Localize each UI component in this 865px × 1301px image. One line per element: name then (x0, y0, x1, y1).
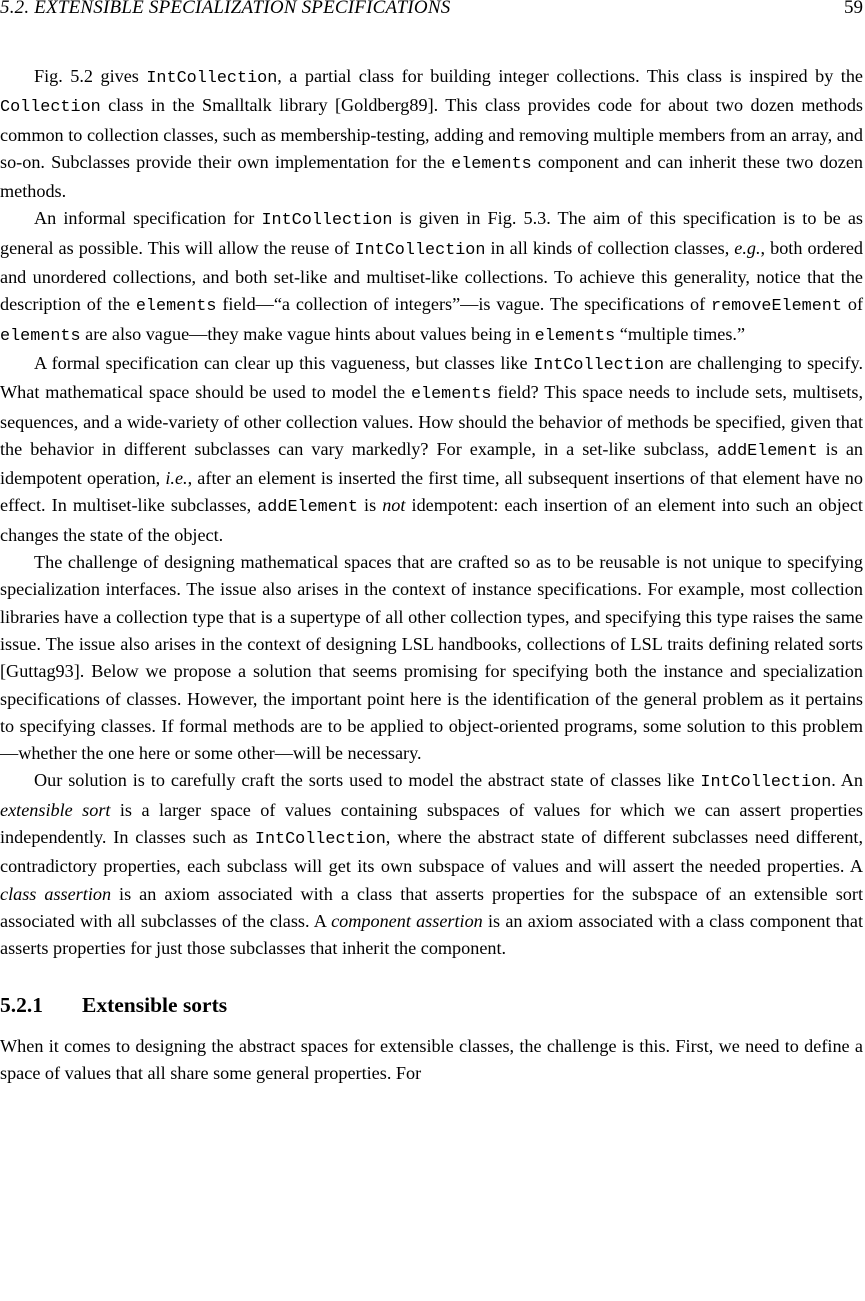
text-run: is a larger space of values containing subspaces of values for which we can assert properties independently. In classes such as (0, 799, 863, 848)
text-run: in all kinds of collection classes, (485, 237, 735, 258)
code-term: removeElement (711, 297, 842, 317)
paragraph-5 (0, 767, 863, 962)
text-run: field? This space needs to include sets, multisets, sequences, and a wide-variety of other collection values. How should the behavior of methods be specified, given that the behavior in different subclasses can vary markedly? For example, in a set-like subclass, (0, 382, 863, 459)
code-term: elements (0, 326, 81, 346)
code-term: elements (451, 154, 532, 174)
emphasis: class assertion (0, 883, 112, 904)
code-term: addElement (257, 498, 358, 518)
text-run: , both ordered and unordered collections, and both set-like and multiset-like collections. To achieve this generality, notice that the description of the (0, 237, 864, 315)
text-run: are also vague—they make vague hints about values being in (80, 323, 535, 344)
emphasis: e.g. (734, 237, 761, 258)
code-term: elements (534, 326, 616, 346)
emphasis: extensible sort (0, 799, 111, 820)
code-term: IntCollection (533, 355, 665, 375)
running-head (0, 0, 863, 21)
text-run: are challenging to specify. What mathematical space should be used to model the (0, 352, 863, 403)
text-run: . An (831, 770, 863, 791)
code-term: addElement (716, 441, 818, 461)
text-run: Our solution is to carefully craft the sorts used to model the abstract state of classes like (34, 770, 701, 791)
text-run: is given in Fig. 5.3. The aim of this specification is to be as general as possible. This will allow the reuse of (0, 208, 864, 258)
body-text (0, 63, 863, 1087)
section-number: 5.2.1 (0, 992, 43, 1017)
text-run: of (841, 294, 863, 315)
section-heading (0, 991, 863, 1019)
paragraph-1 (0, 63, 863, 205)
text-run: is (357, 495, 383, 516)
text-run: component and can inherit these two dozen methods. (0, 151, 863, 202)
running-head-title: 5.2. EXTENSIBLE SPECIALIZATION SPECIFICATIONS (0, 0, 451, 18)
code-term: IntCollection (700, 773, 832, 793)
code-term: elements (410, 385, 492, 405)
paragraph-4: The challenge of designing mathematical spaces that are crafted so as to be reusable is not unique to specifying specialization interfaces. The issue also arises in the context of instance specifications. For example, most collection libraries have a collection type that is a supertype of all other collection types, and specifying this type raises the same issue. The issue also arises in the context of designing LSL handbooks, collections of LSL traits defining related sorts [Guttag93]. Below we propose a solution that seems promising for specifying both the instance and specialization specifications of classes. However, the important point here is the identification of the general problem as it pertains to specifying classes. If formal methods are to be applied to object-oriented programs, some solution to this problem—whether the one here or some other—will be necessary. (0, 552, 863, 764)
text-run: field—“a collection of integers”—is vague. The specifications of (216, 294, 712, 315)
paragraph-2 (0, 205, 863, 349)
code-term: elements (135, 297, 217, 317)
emphasis: not (382, 495, 406, 516)
page-number: 59 (844, 0, 863, 18)
text-run: “multiple times.” (615, 323, 746, 344)
paragraph-3 (0, 350, 863, 549)
text-run: An informal specification for (34, 208, 262, 229)
paragraph-6: When it comes to designing the abstract spaces for extensible classes, the challenge is this. First, we need to define a space of values that all share some general properties. For (0, 1035, 863, 1083)
text-run: , after an element is inserted the first time, all subsequent insertions of that element have no effect. In multiset-like subclasses, (0, 468, 863, 516)
emphasis: i.e. (165, 468, 188, 489)
code-term: IntCollection (354, 240, 486, 260)
section-title: Extensible sorts (82, 992, 228, 1017)
code-term: IntCollection (261, 211, 393, 231)
text-run: , a partial class for building integer collections. This class is inspired by the (277, 66, 863, 86)
text-run: class in the Smalltalk library [Goldberg89]. This class provides code for about two dozen methods common to collection classes, such as membership-testing, adding and removing multiple members from an array, and so-on. Subclasses provide their own implementation for the (0, 95, 863, 172)
text-run: is an axiom associated with a class that asserts properties for the subspace of an extensible sort associated with all subclasses of the class. A (0, 883, 863, 931)
emphasis: component assertion (331, 910, 483, 931)
text-run: is an axiom associated with a class component that asserts properties for just those subclasses that inherit the component. (0, 910, 863, 959)
text-run: A formal specification can clear up this vagueness, but classes like (34, 352, 534, 373)
text-run: is an idempotent operation, (0, 438, 863, 489)
text-run: , where the abstract state of different subclasses need different, contradictory properties, each subclass will get its own subspace of values and will assert the needed properties. A (0, 827, 864, 877)
code-term: Collection (0, 98, 101, 118)
code-term: IntCollection (146, 69, 278, 88)
code-term: IntCollection (254, 830, 386, 850)
text-run: idempotent: each insertion of an element into such an object changes the state of the object. (0, 495, 863, 545)
text-run: Fig. 5.2 gives (34, 66, 147, 86)
